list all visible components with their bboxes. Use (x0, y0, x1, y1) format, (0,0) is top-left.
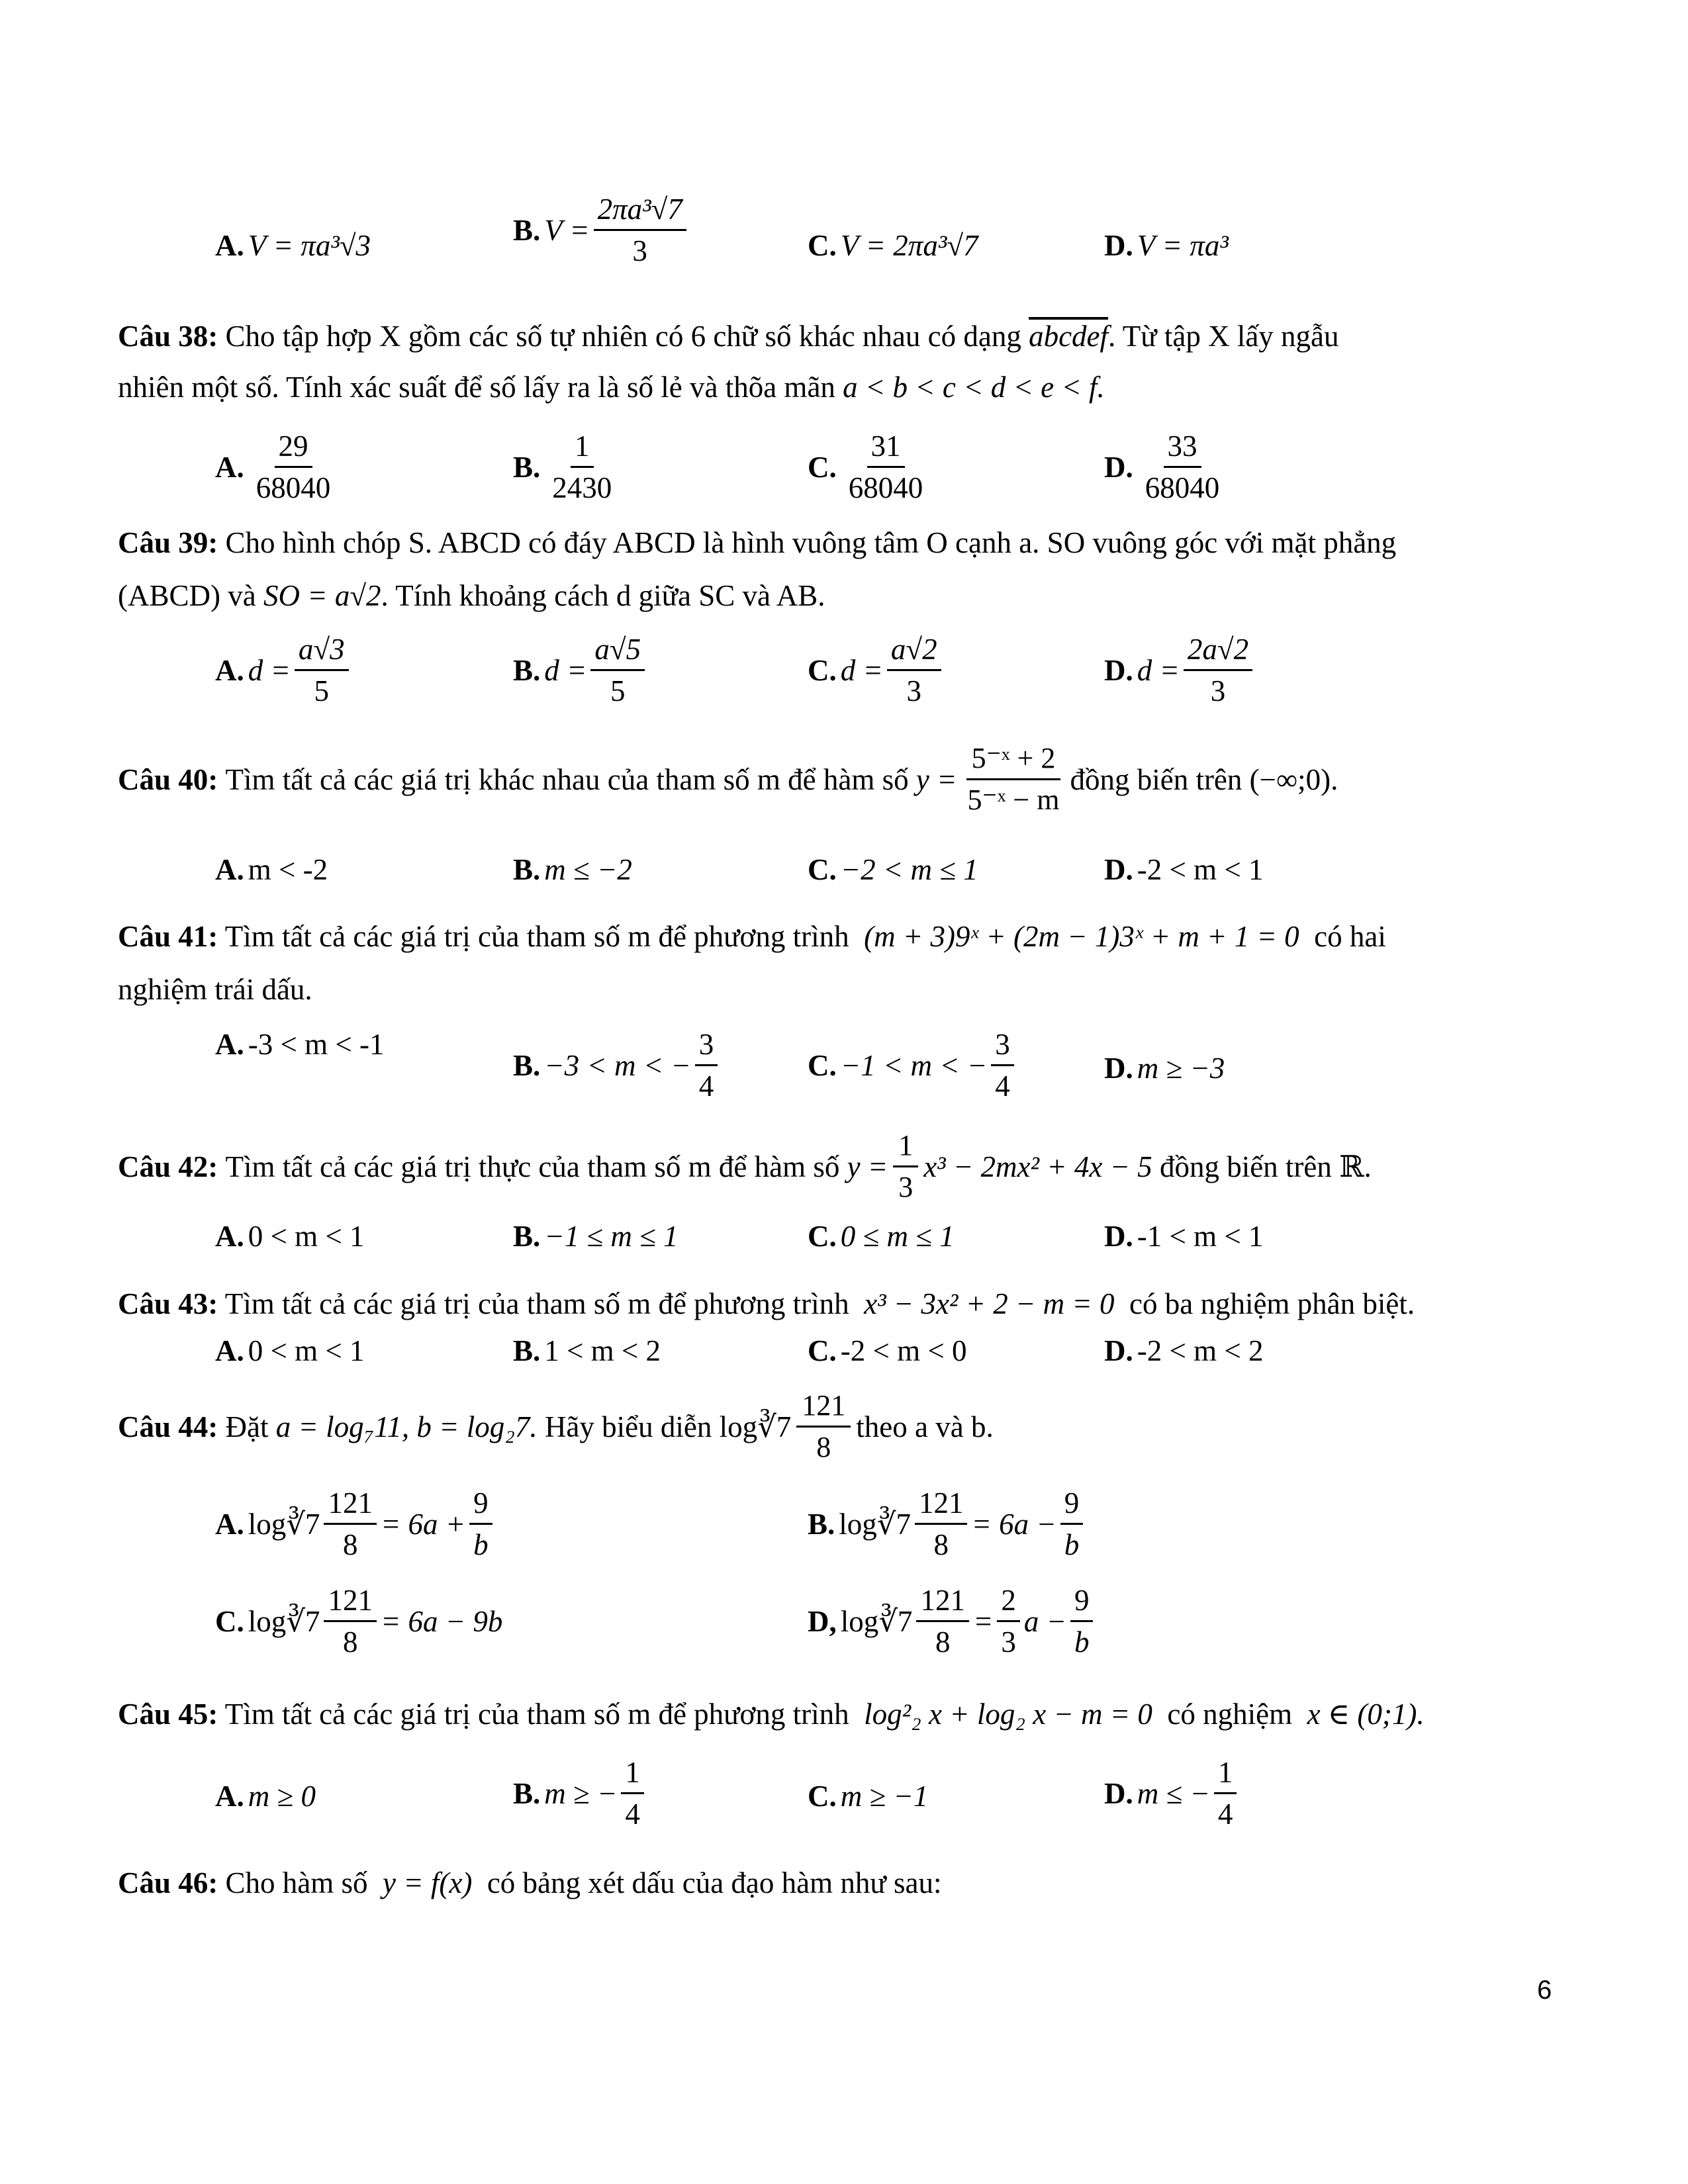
option-prefix: d = (840, 653, 883, 687)
option-label: A. (215, 853, 244, 886)
fraction-denominator: 4 (995, 1069, 1010, 1103)
q43-option-c (808, 1334, 967, 1368)
log-argument-fraction (915, 1486, 968, 1562)
option-expression: -2 < m < 0 (840, 1334, 967, 1367)
option-fraction (594, 192, 686, 268)
log-argument-fraction (324, 1486, 377, 1562)
fraction-denominator: 2430 (552, 471, 612, 504)
q43-option-d (1104, 1334, 1264, 1368)
option-fraction (695, 1027, 718, 1103)
option-label: B. (513, 1220, 541, 1253)
fraction-numerator: 121 (324, 1583, 377, 1622)
option-expression: −1 ≤ m ≤ 1 (544, 1220, 679, 1253)
option-fraction (1214, 1755, 1237, 1831)
option-expression: m ≥ −1 (840, 1780, 929, 1813)
option-label: C. (808, 229, 837, 262)
question-text: có bảng xét dấu của đạo hàm như sau: (487, 1866, 942, 1899)
fraction-denominator: 4 (1217, 1797, 1233, 1831)
fraction-denominator: b (1074, 1625, 1090, 1659)
option-label: D. (1104, 1776, 1133, 1810)
log-argument-fraction (916, 1583, 969, 1659)
option-fraction (621, 1755, 644, 1831)
q38-option-b (513, 429, 620, 505)
question-text: Cho tập hợp X gồm các số tự nhiên có 6 chữ số khác nhau có dạng (225, 320, 1021, 353)
option-rhs: = 6a − (971, 1507, 1056, 1541)
q44-option-b (808, 1486, 1087, 1562)
option-expression: 0 ≤ m ≤ 1 (840, 1220, 955, 1253)
option-label: B. (513, 1334, 541, 1367)
option-label: B. (513, 1776, 541, 1810)
option-prefix: m ≥ − (544, 1776, 618, 1810)
fraction-denominator: 8 (342, 1528, 358, 1561)
fraction-denominator: 5 (314, 674, 329, 707)
overlined-number: abcdef (1029, 320, 1109, 353)
fraction-numerator: 2πa³√7 (594, 192, 686, 231)
fraction-denominator: 68040 (1145, 471, 1220, 504)
option-label: D, (808, 1604, 837, 1638)
option-label: A. (215, 653, 244, 687)
option-fraction (1070, 1583, 1094, 1659)
q40-line-1 (118, 741, 1338, 817)
option-label: D. (1104, 1334, 1133, 1367)
fraction-numerator: 1 (571, 429, 594, 468)
function-prefix: y = (915, 762, 957, 796)
question-text: Cho hình chóp S. ABCD có đáy ABCD là hình vuông tâm O cạnh a. SO vuông góc với mặt phẳng (225, 526, 1397, 559)
fraction-numerator: 29 (275, 429, 312, 468)
fraction-numerator: 1 (893, 1128, 918, 1167)
option-label: B. (513, 653, 541, 687)
q41-option-d (1104, 1051, 1225, 1085)
fraction-denominator: b (1064, 1528, 1080, 1561)
q45-option-a (215, 1779, 316, 1813)
question-text: Đặt (225, 1410, 269, 1443)
option-label: B. (513, 450, 541, 484)
option-label: C. (808, 653, 837, 687)
given-expression: SO = a√2 (263, 579, 381, 612)
option-expression: -1 < m < 1 (1137, 1220, 1264, 1253)
fraction-numerator: 1 (621, 1755, 644, 1794)
question-text: có ba nghiệm phân biệt. (1129, 1287, 1415, 1320)
option-label: B. (513, 213, 541, 247)
option-prefix: V = (544, 213, 590, 247)
question-number: Câu 41: (118, 920, 218, 953)
question-number: Câu 40: (118, 762, 218, 796)
log-argument-fraction (796, 1388, 851, 1465)
fraction-numerator: 1 (1214, 1755, 1237, 1794)
q38-option-c (808, 429, 931, 505)
page-number: 6 (1537, 1976, 1552, 2005)
equation: (m + 3)9ˣ + (2m − 1)3ˣ + m + 1 = 0 (864, 920, 1299, 953)
option-label: D. (1104, 853, 1133, 886)
option-label: A. (215, 1334, 244, 1367)
fraction-numerator: 5⁻ˣ + 2 (966, 741, 1061, 780)
question-text: Tìm tất cả các giá trị của tham số m để phương trình (224, 920, 849, 953)
fraction-numerator: 9 (469, 1486, 492, 1525)
question-text: (ABCD) và (118, 579, 256, 612)
question-text: Tìm tất cả các giá trị khác nhau của tham số m để hàm số (225, 762, 909, 796)
equation: log²₂ x + log₂ x − m = 0 (864, 1698, 1152, 1731)
option-fraction (252, 429, 335, 505)
fraction-denominator: 5 (610, 674, 626, 707)
option-label: D. (1104, 1052, 1133, 1085)
q38-option-a (215, 429, 338, 505)
q41-line-1 (118, 917, 1386, 956)
q39-line-1 (118, 523, 1396, 563)
option-label: D. (1104, 653, 1133, 687)
option-prefix: −1 < m < − (840, 1048, 988, 1082)
option-label: C. (215, 1604, 244, 1638)
option-expression: -2 < m < 1 (1137, 853, 1264, 886)
option-fraction (1141, 429, 1224, 505)
q37-option-d (1104, 228, 1229, 263)
option-label: C. (808, 1220, 837, 1253)
question-text: Cho hàm số (225, 1866, 368, 1899)
q38-line-1 (118, 316, 1339, 356)
question-text: nghiệm trái dấu. (118, 973, 312, 1006)
fraction-numerator: a√3 (295, 632, 349, 671)
option-prefix: d = (248, 653, 291, 687)
question-number: Câu 45: (118, 1698, 218, 1731)
condition-expression: x ∈ (0;1). (1307, 1698, 1425, 1731)
q44-option-c (215, 1583, 502, 1659)
option-fraction (845, 429, 927, 505)
q39-line-2 (118, 576, 825, 615)
question-text: . Từ tập X lấy ngẫu (1108, 320, 1339, 353)
option-coefficient (997, 1583, 1020, 1659)
function-coefficient (893, 1128, 918, 1205)
option-fraction (590, 632, 645, 708)
q40-option-c (808, 852, 978, 887)
fraction-denominator: 3 (632, 234, 647, 267)
fraction-denominator: 3 (898, 1171, 914, 1203)
question-text: đồng biến trên ℝ. (1159, 1150, 1372, 1183)
option-expression: 1 < m < 2 (544, 1334, 661, 1367)
interval-expression: (−∞;0). (1249, 762, 1338, 796)
fraction-numerator: 9 (1060, 1486, 1084, 1525)
log-base: log∛7 (248, 1508, 320, 1541)
q43-line-1 (118, 1284, 1415, 1324)
question-text: . Tính khoảng cách d giữa SC và AB. (381, 579, 825, 612)
option-prefix: d = (1137, 653, 1180, 687)
q45-line-1 (118, 1694, 1425, 1734)
q45-option-c (808, 1779, 928, 1813)
option-label: D. (1104, 1220, 1133, 1253)
option-rhs: = 6a − 9b (380, 1604, 503, 1638)
log-base: log∛7 (840, 1605, 913, 1638)
q44-option-d (808, 1583, 1097, 1659)
option-label: C. (808, 853, 837, 886)
q41-option-c (808, 1027, 1018, 1103)
q42-option-b (513, 1219, 679, 1253)
option-label: A. (215, 1028, 244, 1061)
equation: x³ − 3x² + 2 − m = 0 (864, 1287, 1115, 1320)
question-number: Câu 44: (118, 1410, 218, 1443)
fraction-denominator: 68040 (848, 471, 923, 504)
option-expression: m ≥ −3 (1137, 1052, 1225, 1085)
question-text: đồng biến trên (1070, 762, 1243, 796)
log-argument-fraction (324, 1583, 377, 1659)
option-expression: m < -2 (248, 853, 328, 886)
q43-option-b (513, 1334, 661, 1368)
q39-option-a (215, 632, 353, 708)
q43-option-a (215, 1334, 365, 1368)
function-expression: x³ − 2mx² + 4x − 5 (923, 1150, 1152, 1183)
q45-option-d (1104, 1755, 1241, 1831)
option-rhs: = (972, 1604, 994, 1638)
fraction-denominator: 8 (816, 1431, 831, 1463)
q38-option-d (1104, 429, 1227, 505)
fraction-denominator: 8 (342, 1625, 358, 1659)
question-text: có nghiệm (1167, 1698, 1293, 1731)
q42-line-1 (118, 1128, 1372, 1205)
option-label: A. (215, 229, 244, 262)
option-expression: −2 < m ≤ 1 (840, 853, 978, 886)
option-prefix: d = (544, 653, 587, 687)
q38-line-2 (118, 367, 1105, 407)
q39-option-d (1104, 632, 1256, 708)
option-label: A. (215, 1507, 244, 1541)
fraction-numerator: 121 (324, 1486, 377, 1525)
option-rhs: a − (1023, 1604, 1066, 1638)
fraction-numerator: 9 (1070, 1583, 1094, 1622)
question-text: Tìm tất cả các giá trị của tham số m để phương trình (224, 1287, 849, 1320)
fraction-numerator: 3 (991, 1027, 1014, 1066)
option-label: B. (513, 1048, 541, 1082)
option-expression: V = πa³√3 (248, 229, 371, 262)
question-text: Tìm tất cả các giá trị của tham số m để phương trình (224, 1698, 849, 1731)
q40-option-b (513, 852, 632, 887)
q44-line-1 (118, 1388, 994, 1465)
option-fraction (991, 1027, 1014, 1103)
fraction-denominator: 3 (1001, 1625, 1016, 1659)
question-number: Câu 43: (118, 1287, 218, 1320)
option-label: B. (808, 1507, 835, 1541)
option-fraction (1184, 632, 1252, 708)
fraction-numerator: a√5 (590, 632, 645, 671)
option-expression: 0 < m < 1 (248, 1334, 365, 1367)
fraction-denominator: 3 (1210, 674, 1226, 707)
question-text: có hai (1314, 920, 1386, 953)
option-label: B. (513, 853, 541, 886)
fraction-numerator: 2 (997, 1583, 1020, 1622)
option-fraction (887, 632, 941, 708)
question-number: Câu 38: (118, 320, 218, 353)
option-expression: V = 2πa³√7 (840, 229, 978, 262)
option-fraction (295, 632, 349, 708)
fraction-denominator: 5⁻ˣ − m (967, 784, 1060, 816)
fraction-denominator: 68040 (256, 471, 331, 504)
question-text: nhiên một số. Tính xác suất để số lấy ra là số lẻ và thõa mãn (118, 371, 835, 404)
question-number: Câu 46: (118, 1866, 218, 1899)
q46-line-1 (118, 1863, 942, 1903)
question-number: Câu 42: (118, 1150, 218, 1183)
q39-option-c (808, 632, 945, 708)
q39-option-b (513, 632, 649, 708)
q44-option-a (215, 1486, 496, 1562)
option-expression: V = πa³ (1137, 229, 1229, 262)
fraction-numerator: 121 (796, 1388, 851, 1428)
fraction-denominator: 4 (625, 1797, 640, 1831)
option-fraction (1060, 1486, 1084, 1562)
option-fraction (548, 429, 616, 505)
fraction-numerator: 31 (867, 429, 905, 468)
fraction-numerator: 121 (915, 1486, 968, 1525)
q37-option-b (513, 192, 690, 268)
function-expression: y = f(x) (383, 1866, 473, 1899)
option-label: C. (808, 450, 837, 484)
fraction-numerator: 121 (916, 1583, 969, 1622)
q45-option-b (513, 1755, 648, 1831)
q40-option-d (1104, 852, 1264, 887)
option-expression: 0 < m < 1 (248, 1220, 365, 1253)
fraction-denominator: 4 (698, 1069, 714, 1103)
option-label: C. (808, 1780, 837, 1813)
option-expression: -2 < m < 2 (1137, 1334, 1264, 1367)
fraction-denominator: b (473, 1528, 489, 1561)
function-fraction (962, 741, 1064, 817)
option-label: D. (1104, 229, 1133, 262)
fraction-denominator: 8 (935, 1625, 951, 1659)
q40-option-a (215, 852, 328, 887)
condition-expression: a < b < c < d < e < f. (843, 371, 1105, 404)
fraction-numerator: 3 (695, 1027, 718, 1066)
fraction-numerator: a√2 (887, 632, 941, 671)
option-label: D. (1104, 450, 1133, 484)
fraction-denominator: 8 (933, 1528, 949, 1561)
option-label: A. (215, 1780, 244, 1813)
q42-option-c (808, 1219, 955, 1253)
question-text: theo a và b. (856, 1410, 994, 1443)
q41-line-2 (118, 970, 312, 1009)
option-fraction (469, 1486, 492, 1562)
option-prefix: m ≤ − (1137, 1776, 1210, 1810)
option-label: A. (215, 1220, 244, 1253)
q42-option-a (215, 1219, 365, 1253)
function-prefix: y = (847, 1150, 888, 1183)
q41-option-b (513, 1027, 722, 1103)
q37-option-a (215, 228, 371, 263)
option-label: C. (808, 1048, 837, 1082)
option-expression: m ≤ −2 (544, 853, 632, 886)
log-base: log∛7 (248, 1605, 320, 1638)
definition-expression: a = log₇11, b = log₂7. (275, 1410, 538, 1443)
option-expression: m ≥ 0 (248, 1780, 316, 1813)
q42-option-d (1104, 1219, 1264, 1253)
question-number: Câu 39: (118, 526, 218, 559)
fraction-numerator: 33 (1164, 429, 1201, 468)
log-base: log∛7 (839, 1508, 911, 1541)
log-base: log∛7 (719, 1410, 792, 1443)
fraction-numerator: 2a√2 (1184, 632, 1252, 671)
option-label: C. (808, 1334, 837, 1367)
fraction-denominator: 3 (906, 674, 921, 707)
question-text: Hãy biểu diễn (544, 1410, 712, 1443)
q37-option-c (808, 228, 978, 263)
option-prefix: −3 < m < − (544, 1048, 691, 1082)
option-label: A. (215, 450, 244, 484)
option-rhs: = 6a + (380, 1507, 466, 1541)
question-text: Tìm tất cả các giá trị thực của tham số m để hàm số (225, 1150, 840, 1183)
q41-option-a (215, 1027, 384, 1062)
option-expression: -3 < m < -1 (248, 1028, 385, 1061)
